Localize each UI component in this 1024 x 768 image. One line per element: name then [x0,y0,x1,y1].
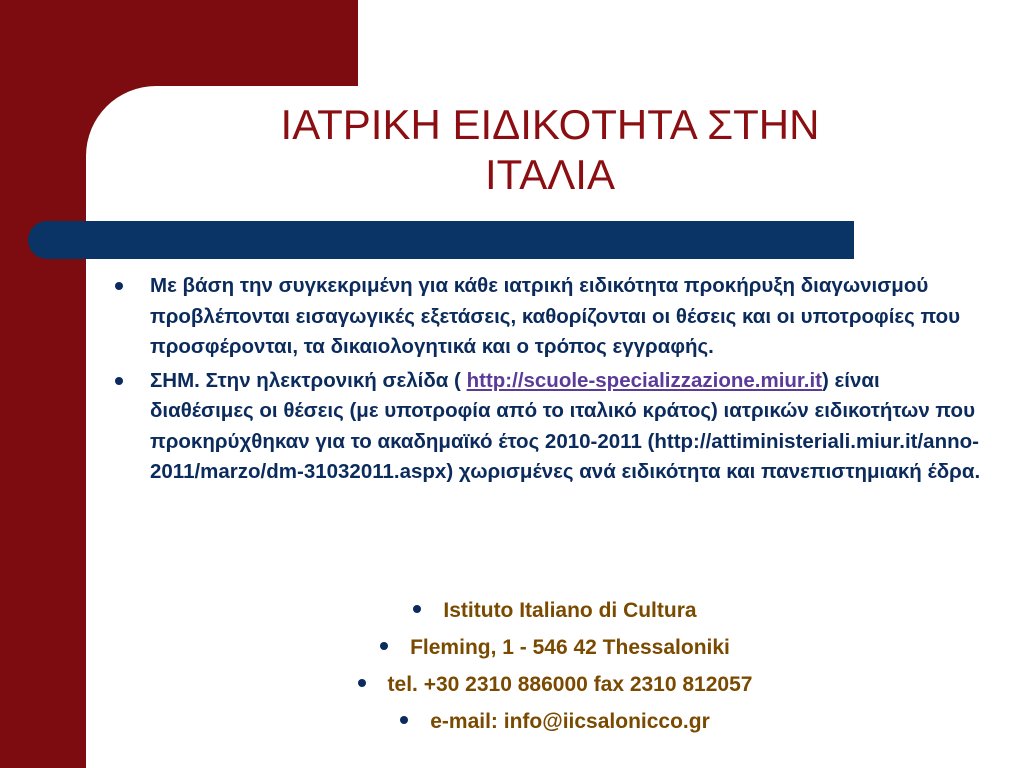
contact-phone [86,666,1024,703]
title-line-1: ΙΑΤΡΙΚΗ ΕΙΔΙΚΟΤΗΤΑ ΣΤΗΝ [280,101,820,148]
bullet-dot-icon [115,377,123,385]
contact-text: tel. +30 2310 886000 fax 2310 812057 [387,673,753,696]
bullet-item-note [112,366,982,488]
bullet-text: Με βάση την συγκεκριμένη για κάθε ιατρική ειδικότητα προκήρυξη διαγωνισμού προβλέπονται εισαγωγικές εξετάσεις, καθορίζονται οι θέσεις και οι υποτροφίες που προσφέρονται, τα δικαιολογητικά και ο τρόπος εγγραφής. [150,274,961,358]
contact-institute [86,592,1024,629]
slide-title [150,100,950,200]
bullet-text-prefix: ΣΗΜ. Στην ηλεκτρονική σελίδα ( [150,368,467,392]
title-line-2: ΙΤΑΛΙΑ [485,151,615,198]
bullet-item-exams [112,271,982,363]
contact-address [86,629,1024,666]
bullet-text-suffix: ) είναι διαθέσιμες οι θέσεις (με υποτροφία από το ιταλικό κράτος) ιατρικών ειδικοτήτων που προκηρύχθηκαν για το ακαδημαϊκό έτος 2010-2011 (http://attiministeriali.miur.it/anno-2011/marzo/dm-31032011.aspx) χωρισμένες ανά ειδικότητα και πανεπιστημιακή έδρα. [150,368,981,483]
contact-text: e-mail: info@iicsalonicco.gr [430,710,710,733]
bullet-dot-icon [358,679,366,687]
contact-email [86,703,1024,740]
scuole-specializzazione-link[interactable]: http://scuole-specializzazione.miur.it [466,368,822,392]
contact-list [86,592,1024,740]
body-bullet-list [112,271,982,491]
bullet-dot-icon [400,716,408,724]
bullet-dot-icon [115,282,123,290]
bullet-dot-icon [380,642,388,650]
contact-text: Fleming, 1 - 546 42 Thessaloniki [410,636,730,659]
bullet-dot-icon [413,605,421,613]
title-underline-bar [28,221,854,259]
contact-text: Istituto Italiano di Cultura [443,599,697,622]
